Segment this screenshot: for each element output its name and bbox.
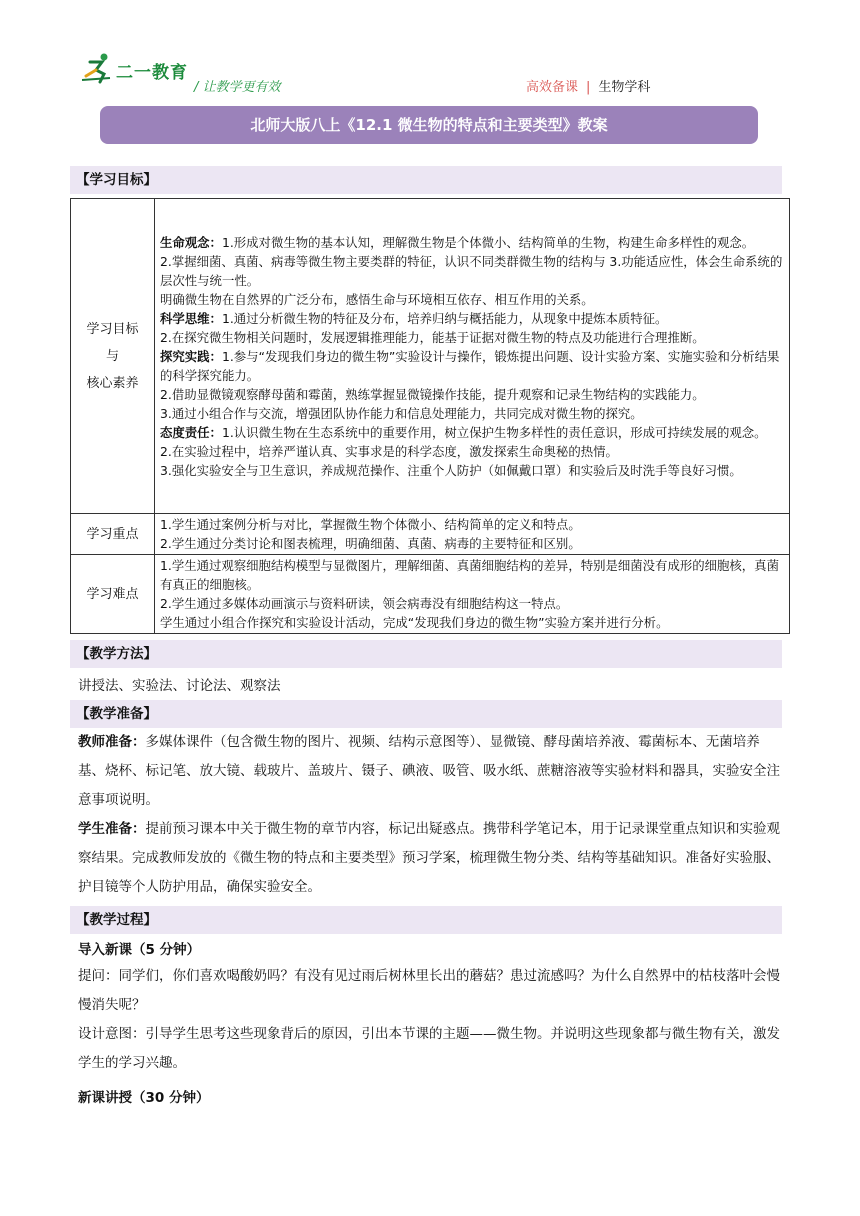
- teacher-prep-paragraph: [78, 728, 782, 815]
- goals-table: [70, 198, 790, 634]
- intro-title: 导入新课（5 分钟）: [78, 942, 201, 958]
- runner-logo-icon: [80, 52, 120, 84]
- student-prep-label: 学生准备：: [78, 821, 146, 837]
- row-content-difficulties: [155, 555, 790, 634]
- brand-separator: |: [586, 80, 591, 95]
- key-point-line: 2.学生通过分类讨论和图表梳理，明确细菌、真菌、病毒的主要特征和区别。: [160, 536, 581, 551]
- goal-line: 明确微生物在自然界的广泛分布，感悟生命与环境相互依存、相互作用的关系。: [160, 291, 594, 307]
- difficulty-line: 2.学生通过多媒体动画演示与资料研读，领会病毒没有细胞结构这一特点。: [160, 596, 569, 611]
- row-label-key-points: 学习重点: [71, 514, 155, 555]
- student-prep-paragraph: [78, 815, 782, 902]
- logo: [80, 52, 190, 84]
- label-line: 与: [105, 348, 119, 364]
- intro-question: 提问：同学们，你们喜欢喝酸奶吗？有没有见过雨后树林里长出的蘑菇？患过流感吗？为什么自然界中的枯枝落叶会慢慢消失呢？: [78, 968, 780, 1013]
- brand-label: [526, 76, 650, 95]
- section-prep-header: 【教学准备】: [70, 700, 782, 728]
- goal-line: 2.掌握细菌、真菌、病毒等微生物主要类群的特征，认识不同类群微生物的结构与 3.功能适应性，体会生命系统的层次性与统一性。: [160, 253, 783, 288]
- difficulty-line: 1.学生通过观察细胞结构模型与显微图片，理解细菌、真菌细胞结构的差异，特别是细菌没有成形的细胞核，真菌有真正的细胞核。: [160, 558, 779, 592]
- section-goals-header: 【学习目标】: [70, 166, 782, 194]
- label-line: 核心素养: [86, 375, 139, 391]
- page-title: 北师大版八上《12.1 微生物的特点和主要类型》教案: [100, 106, 758, 144]
- row-content-goals: [155, 199, 790, 514]
- new-lesson-title: 新课讲授（30 分钟）: [78, 1090, 210, 1106]
- goal-line: 2.在实验过程中，培养严谨认真、实事求是的科学态度，激发探索生命奥秘的热情。: [160, 443, 618, 459]
- difficulty-line: 学生通过小组合作探究和实验设计活动，完成“发现我们身边的微生物”实验方案并进行分析。: [160, 615, 669, 630]
- section-process-header: 【教学过程】: [70, 906, 782, 934]
- row-label-goals: [71, 199, 155, 514]
- goal-line: 生命观念：1.形成对微生物的基本认知，理解微生物是个体微小、结构简单的生物，构建生命多样性的观念。: [160, 234, 755, 250]
- table-row-key-points: [71, 514, 790, 555]
- goal-line: 2.在探究微生物相关问题时，发展逻辑推理能力，能基于证据对微生物的特点及功能进行合理推断。: [160, 329, 705, 345]
- goal-line: 探究实践：1.参与“发现我们身边的微生物”实验设计与操作，锻炼提出问题、设计实验方案、实施实验和分析结果的科学探究能力。: [160, 348, 780, 383]
- teacher-prep-label: 教师准备：: [78, 734, 146, 750]
- row-label-difficulties: 学习难点: [71, 555, 155, 634]
- design-intent: 设计意图：引导学生思考这些现象背后的原因，引出本节课的主题——微生物。并说明这些现象都与微生物有关，激发学生的学习兴趣。: [78, 1026, 780, 1071]
- slogan: / 让教学更有效: [194, 80, 281, 95]
- goal-line: 3.强化实验安全与卫生意识，养成规范操作、注重个人防护（如佩戴口罩）和实验后及时洗手等良好习惯。: [160, 462, 742, 478]
- goal-line: 2.借助显微镜观察酵母菌和霉菌，熟练掌握显微镜操作技能，提升观察和记录生物结构的实践能力。: [160, 386, 705, 402]
- label-line: 学习目标: [86, 321, 139, 337]
- goal-line: 态度责任：1.认识微生物在生态系统中的重要作用，树立保护生物多样性的责任意识，形成可持续发展的观念。: [160, 424, 767, 440]
- brand-right: 生物学科: [598, 80, 651, 95]
- page-header: [78, 52, 778, 98]
- teacher-prep-text: 多媒体课件（包含微生物的图片、视频、结构示意图等）、显微镜、酵母菌培养液、霉菌标本、无菌培养基、烧杯、标记笔、放大镜、载玻片、盖玻片、镊子、碘液、吸管、吸水纸、蔗糖溶液等实验材料和器具，实验安全注意事项说明。: [78, 734, 780, 808]
- logo-text: 二一教育: [116, 63, 188, 83]
- student-prep-text: 提前预习课本中关于微生物的章节内容，标记出疑惑点。携带科学笔记本，用于记录课堂重点知识和实验观察结果。完成教师发放的《微生物的特点和主要类型》预习学案，梳理微生物分类、结构等基础知识。准备好实验服、护目镜等个人防护用品，确保实验安全。: [78, 821, 780, 895]
- key-point-line: 1.学生通过案例分析与对比，掌握微生物个体微小、结构简单的定义和特点。: [160, 517, 581, 532]
- table-row-goals: [71, 199, 790, 514]
- section-method-header: 【教学方法】: [70, 640, 782, 668]
- table-row-difficulties: [71, 555, 790, 634]
- method-text: 讲授法、实验法、讨论法、观察法: [78, 678, 281, 694]
- goal-line: 科学思维：1.通过分析微生物的特征及分布，培养归纳与概括能力，从现象中提炼本质特征。: [160, 310, 668, 326]
- goal-line: 3.通过小组合作与交流，增强团队协作能力和信息处理能力，共同完成对微生物的探究。: [160, 405, 643, 421]
- row-content-key-points: [155, 514, 790, 555]
- brand-left: 高效备课: [526, 80, 579, 95]
